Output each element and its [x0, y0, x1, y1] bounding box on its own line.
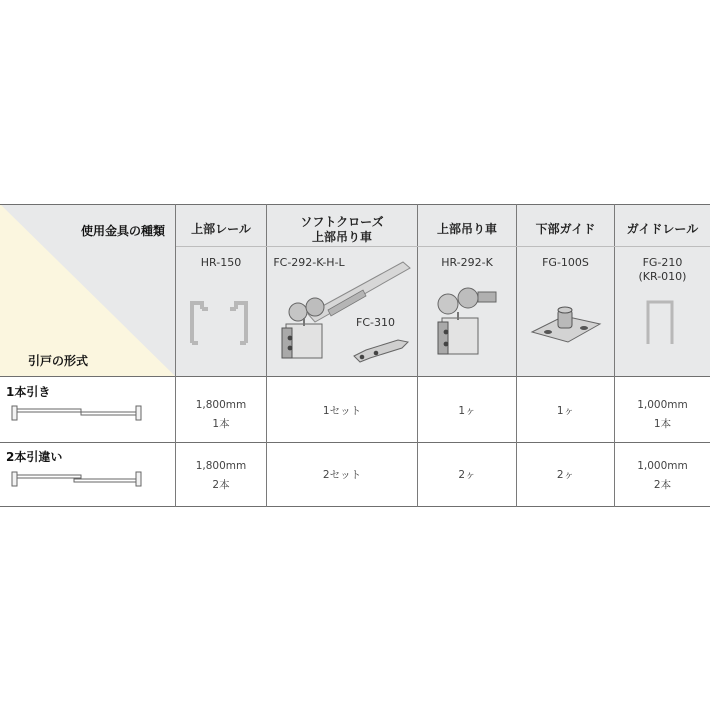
- col-title-guide-rail: ガイドレール: [626, 222, 699, 236]
- cell-guiderail-qty-double: 1,000mm: [637, 460, 688, 472]
- col-title-hanging-wheel: 上部吊り車: [436, 222, 497, 236]
- table-bottom-rule: [0, 506, 710, 507]
- cell-rail-qty-double: 1,800mm: [195, 460, 247, 472]
- row-divider: [0, 442, 710, 443]
- single-door-diagram-icon: [12, 404, 142, 426]
- model-kr-010: (KR-010): [638, 270, 687, 283]
- cell-guide-single: 1ヶ: [556, 405, 575, 417]
- row-label-single: 1本引き: [6, 385, 51, 399]
- hanging-wheel-icon: [430, 276, 510, 366]
- parts-table: [0, 204, 710, 507]
- cell-guide-double: 2ヶ: [556, 469, 575, 481]
- model-fg-210: FG-210: [642, 256, 683, 269]
- col-divider: [516, 204, 517, 507]
- model-fc-292: FC-292-K-H-L: [273, 256, 345, 269]
- model-fc-310: FC-310: [356, 316, 395, 329]
- top-rail-profile-icon: [188, 297, 248, 347]
- cell-guiderail-qty-single: 1,000mm: [637, 399, 688, 411]
- cell-softclose-double: 2セット: [322, 469, 362, 481]
- cell-wheel-single: 1ヶ: [458, 405, 476, 417]
- bottom-guide-icon: [526, 302, 606, 352]
- row-label-double: 2本引違い: [6, 450, 63, 464]
- corner-bottom-label: 引戸の形式: [28, 354, 89, 368]
- cell-wheel-double: 2ヶ: [458, 469, 476, 481]
- fc310-bracket-icon: [352, 336, 412, 366]
- col-title-bottom-guide: 下部ガイド: [535, 222, 596, 236]
- cell-rail-qty-single: 1,800mm: [195, 399, 247, 411]
- cell-softclose-single: 1セット: [322, 405, 362, 417]
- cell-rail-count-double: 2本: [212, 479, 230, 491]
- model-hr-292: HR-292-K: [441, 256, 493, 269]
- double-door-diagram-icon: [12, 470, 142, 492]
- col-title-softclose-line1: ソフトクローズ: [300, 215, 384, 229]
- col-divider: [266, 204, 267, 507]
- header-title-rule: [176, 246, 710, 247]
- cell-guiderail-count-double: 2本: [653, 479, 672, 491]
- cell-guiderail-count-single: 1本: [653, 418, 672, 430]
- table-top-rule: [0, 204, 710, 205]
- model-fg-100s: FG-100S: [542, 256, 589, 269]
- col-title-top-rail: 上部レール: [191, 222, 251, 236]
- header-bottom-rule: [0, 376, 710, 377]
- corner-top-label: 使用金具の種類: [80, 224, 165, 238]
- model-hr-150: HR-150: [200, 256, 242, 269]
- guide-rail-profile-icon: [642, 298, 682, 348]
- col-title-softclose-line2: 上部吊り車: [311, 230, 372, 244]
- cell-rail-count-single: 1本: [212, 418, 230, 430]
